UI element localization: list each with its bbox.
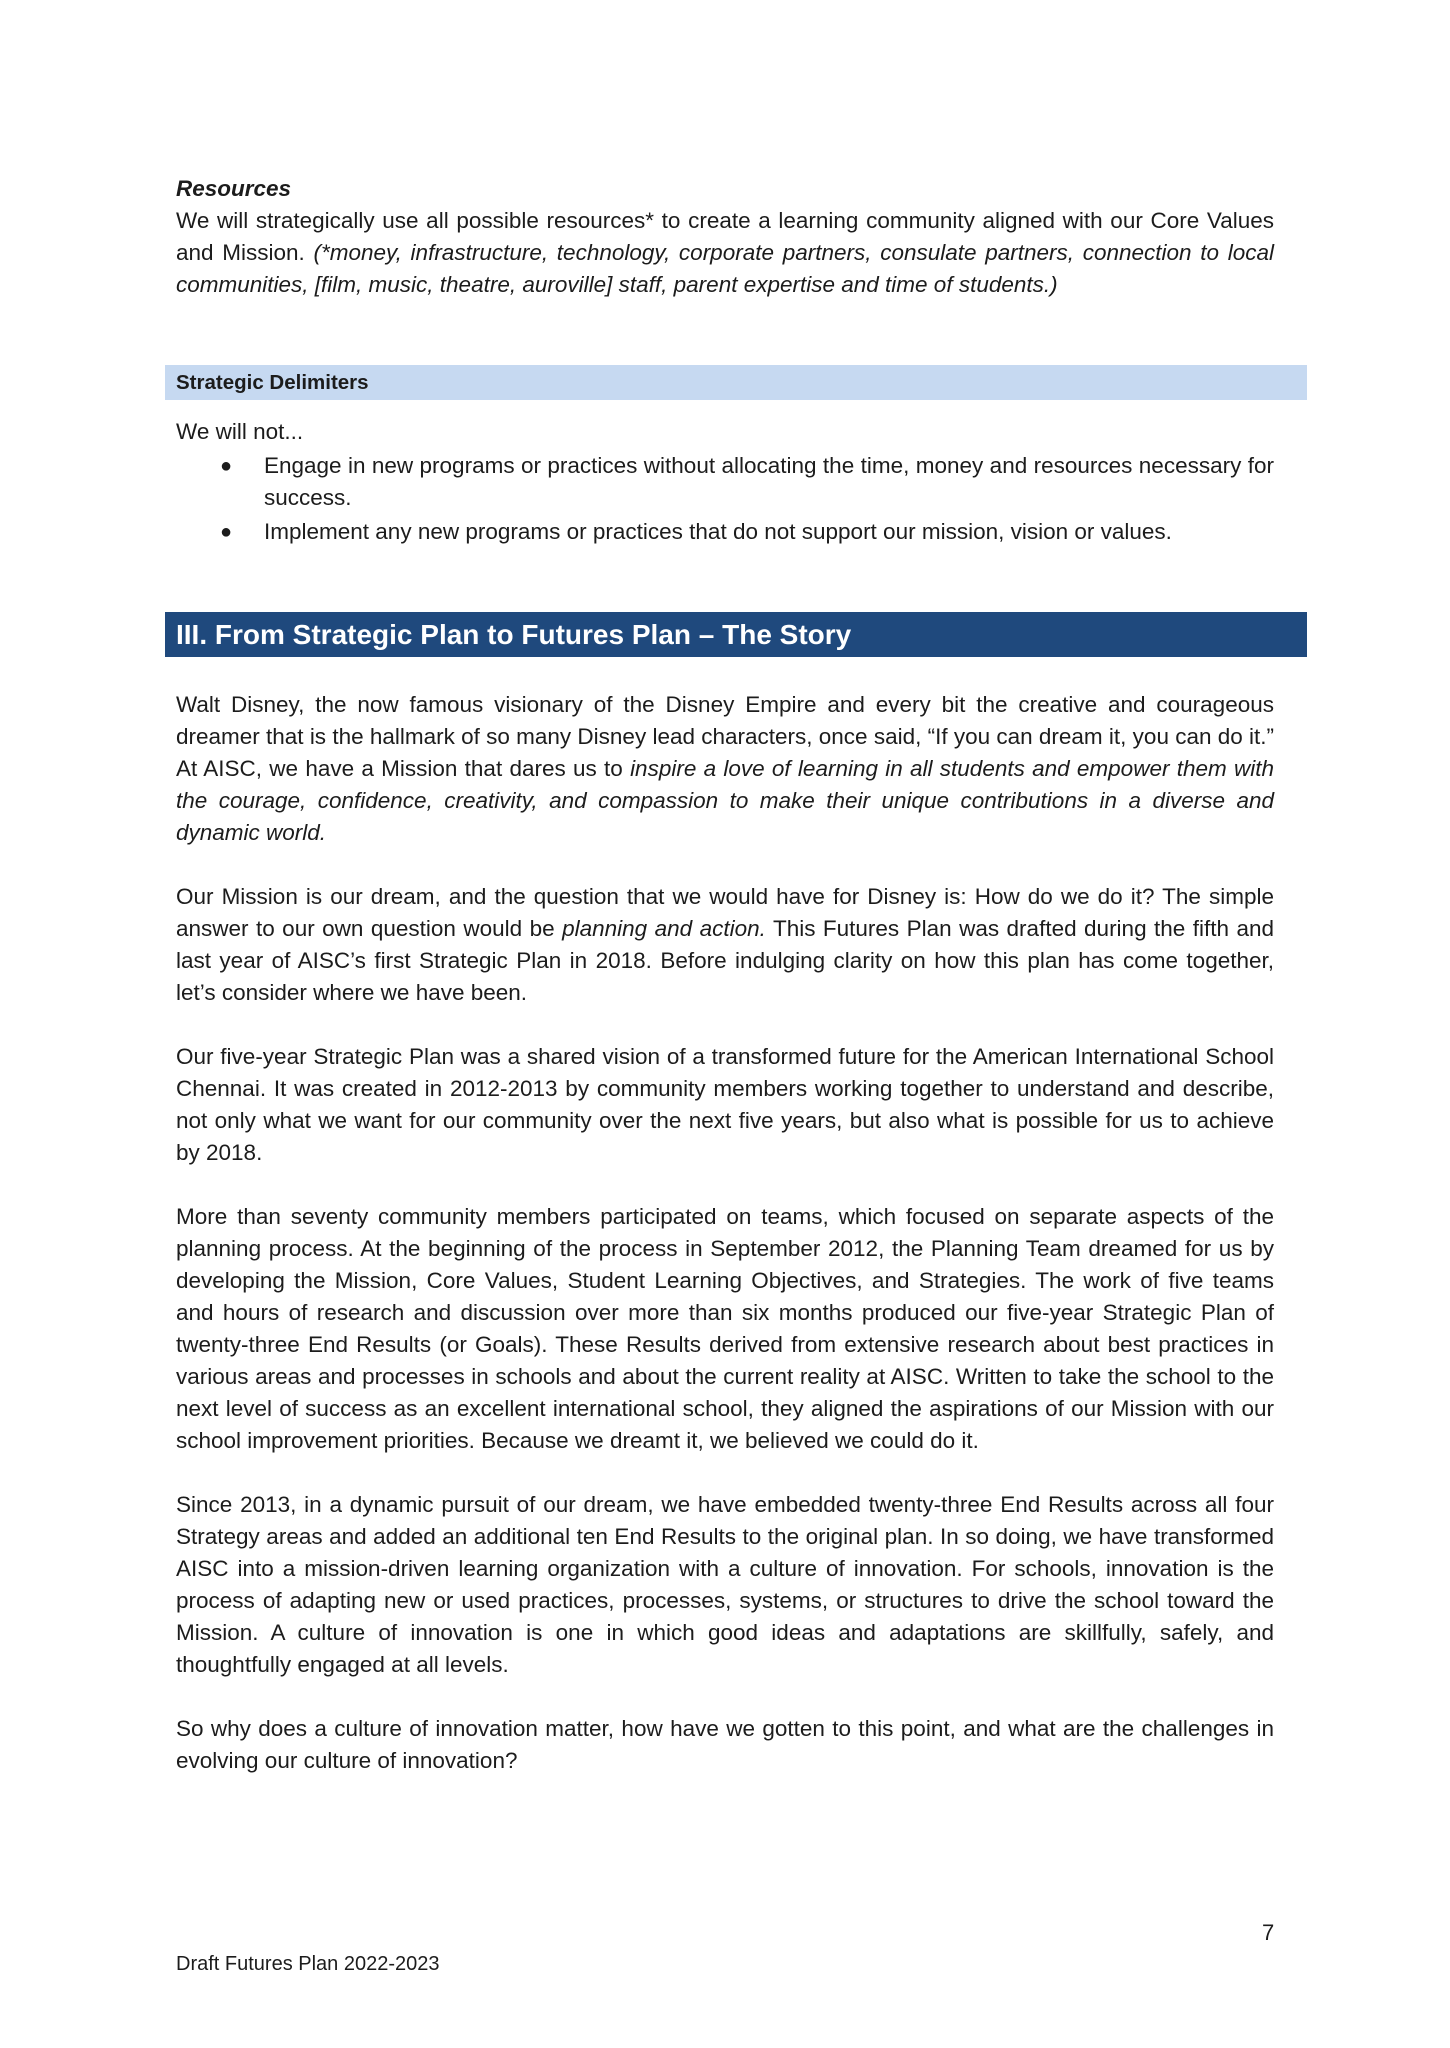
- story-paragraph: Since 2013, in a dynamic pursuit of our dream, we have embedded twenty-three End Results across all four Strategy areas and added an additional ten End Results to the original plan. In so doing, we have transformed AISC into a mission-driven learning organization with a culture of innovation. For schools, innovation is the process of adapting new or used practices, processes, systems, or structures to drive the school toward the Mission. A culture of innovation is one in which good ideas and adaptations are skillfully, safely, and thoughtfully engaged at all levels.: [176, 1492, 1274, 1677]
- story-paragraph: [176, 881, 1274, 1009]
- strategic-delimiters-heading: Strategic Delimiters: [165, 365, 1307, 400]
- resources-list-italic: (*money, infrastructure, technology, corporate partners, consulate partners, connection to local communities, [film, music, theatre, auroville] staff, parent expertise and time of students.): [176, 240, 1274, 297]
- story-paragraph: More than seventy community members participated on teams, which focused on separate aspects of the planning process. At the beginning of the process in September 2012, the Planning Team dreamed for us by developing the Mission, Core Values, Student Learning Objectives, and Strategies. The work of five teams and hours of research and discussion over more than six months produced our five-year Strategic Plan of twenty-three End Results (or Goals). These Results derived from extensive research about best practices in various areas and processes in schools and about the current reality at AISC. Written to take the school to the next level of success as an excellent international school, they aligned the aspirations of our Mission with our school improvement priorities. Because we dreamt it, we believed we could do it.: [176, 1204, 1274, 1453]
- story-text: This Futures Plan was drafted during the fifth and last year of AISC’s first Strategic Plan in 2018. Before indulging clarity on how this plan has come together, let’s consider where we have been.: [176, 916, 1275, 1005]
- story-text: Walt Disney, the now famous visionary of the Disney Empire and every bit the creative and courageous dreamer that is the hallmark of so many Disney lead characters, once said, “If you can dream it, you can do it.” At AISC, we have a Mission that dares us to: [176, 692, 1275, 781]
- story-section: [176, 689, 1274, 1809]
- delimiters-list: [176, 450, 1274, 548]
- list-item-text: Engage in new programs or practices without allocating the time, money and resources necessary for success.: [264, 453, 1274, 510]
- resources-section: [176, 173, 1274, 301]
- story-paragraph: So why does a culture of innovation matter, how have we gotten to this point, and what are the challenges in evolving our culture of innovation?: [176, 1716, 1274, 1773]
- page-footer: Draft Futures Plan 2022-2023: [176, 1953, 440, 1975]
- bullet-icon: ●: [220, 521, 233, 543]
- story-text: Our Mission is our dream, and the question that we would have for Disney is: How do we do it? The simple answer to our own question would be: [176, 884, 1274, 941]
- resources-text: We will strategically use all possible resources* to create a learning community aligned with our Core Values and Mission.: [176, 208, 1274, 265]
- mission-quote-italic: inspire a love of learning in all students and empower them with the courage, confidence, creativity, and compassion to make their unique contributions in a diverse and dynamic world.: [176, 756, 1274, 845]
- planning-action-italic: planning and action.: [562, 916, 766, 941]
- resources-paragraph: [176, 205, 1274, 301]
- resources-heading: Resources: [176, 176, 292, 201]
- story-paragraph: Our five-year Strategic Plan was a shared vision of a transformed future for the American International School Chennai. It was created in 2012-2013 by community members working together to understand and describe, not only what we want for our community over the next five years, but also what is possible for us to achieve by 2018.: [176, 1044, 1274, 1165]
- section-heading: III. From Strategic Plan to Futures Plan – The Story: [165, 612, 1307, 657]
- delimiters-intro: We will not...: [176, 419, 304, 444]
- strategic-delimiters-section: [176, 416, 1274, 550]
- list-item: [176, 516, 1274, 548]
- story-paragraph: [176, 689, 1274, 849]
- bullet-icon: ●: [220, 455, 233, 477]
- page-number: 7: [1262, 1920, 1275, 1945]
- list-item: [176, 450, 1274, 514]
- list-item-text: Implement any new programs or practices that do not support our mission, vision or values.: [264, 519, 1172, 544]
